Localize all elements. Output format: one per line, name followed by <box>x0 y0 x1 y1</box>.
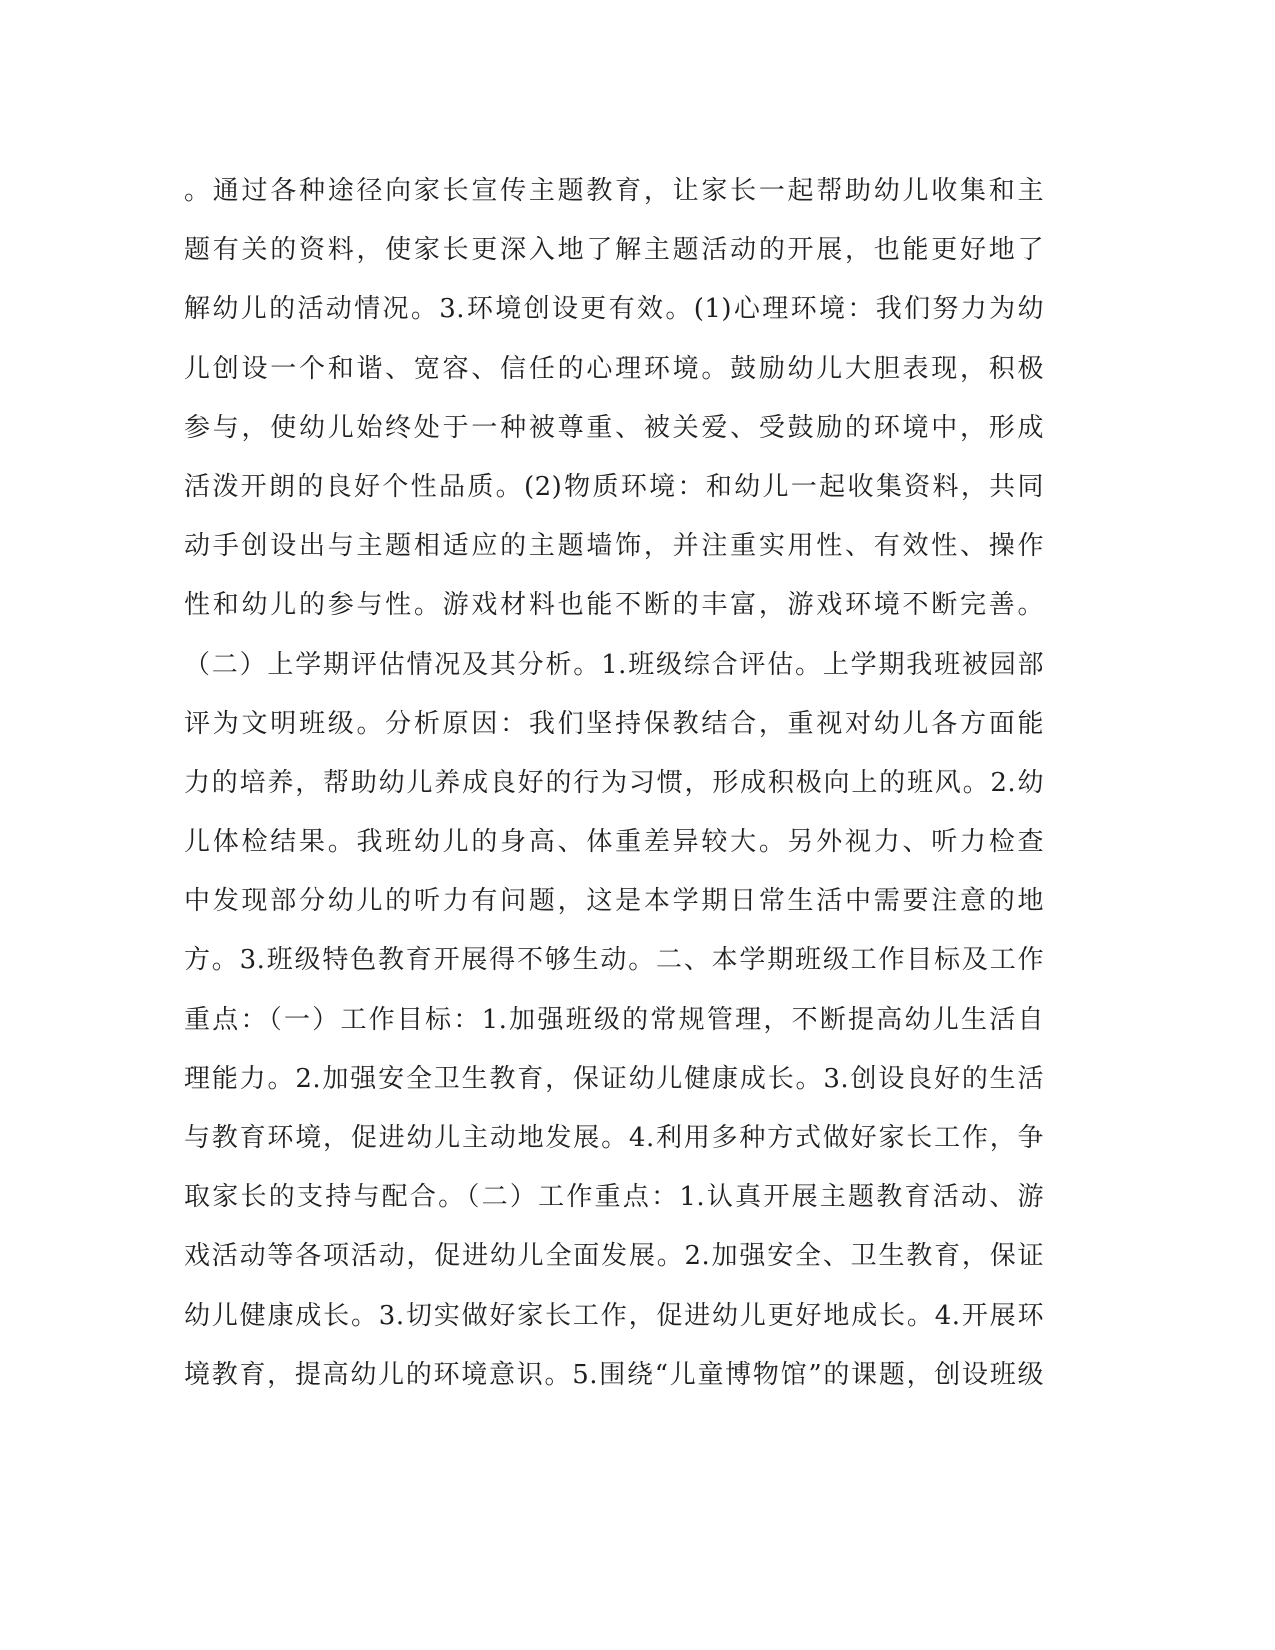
text-line: 。通过各种途径向家长宣传主题教育，让家长一起帮助幼儿收集和主 <box>184 176 1044 206</box>
text-line: （二）上学期评估情况及其分析。1.班级综合评估。上学期我班被园部 <box>184 649 1044 680</box>
text-line: 力的培养，帮助幼儿养成良好的行为习惯，形成积极向上的班风。2.幼 <box>184 767 1044 798</box>
text-line: 题有关的资料，使家长更深入地了解主题活动的开展，也能更好地了 <box>184 235 1044 266</box>
body-text <box>184 162 1044 1405</box>
text-line: 中发现部分幼儿的听力有问题，这是本学期日常生活中需要注意的地 <box>184 886 1044 917</box>
text-line: 戏活动等各项活动，促进幼儿全面发展。2.加强安全、卫生教育，保证 <box>184 1241 1044 1272</box>
text-line: 评为文明班级。分析原因：我们坚持保教结合，重视对幼儿各方面能 <box>184 708 1044 739</box>
text-line: 儿体检结果。我班幼儿的身高、体重差异较大。另外视力、听力检查 <box>184 827 1044 858</box>
text-line: 解幼儿的活动情况。3.环境创设更有效。(1)心理环境：我们努力为幼 <box>184 294 1044 325</box>
text-line: 参与，使幼儿始终处于一种被尊重、被关爱、受鼓励的环境中，形成 <box>184 412 1044 443</box>
text-line: 取家长的支持与配合。（二）工作重点：1.认真开展主题教育活动、游 <box>184 1182 1044 1213</box>
text-line: 与教育环境，促进幼儿主动地发展。4.利用多种方式做好家长工作，争 <box>184 1123 1044 1153</box>
text-line: 幼儿健康成长。3.切实做好家长工作，促进幼儿更好地成长。4.开展环 <box>184 1300 1044 1331</box>
text-line: 方。3.班级特色教育开展得不够生动。二、本学期班级工作目标及工作 <box>184 945 1044 976</box>
text-line: 境教育，提高幼儿的环境意识。5.围绕“儿童博物馆”的课题，创设班级 <box>184 1359 1044 1390</box>
text-line: 儿创设一个和谐、宽容、信任的心理环境。鼓励幼儿大胆表现，积极 <box>184 353 1044 384</box>
text-line: 动手创设出与主题相适应的主题墙饰，并注重实用性、有效性、操作 <box>184 531 1044 562</box>
text-line: 重点：（一）工作目标：1.加强班级的常规管理，不断提高幼儿生活自 <box>184 1004 1044 1035</box>
text-line: 活泼开朗的良好个性品质。(2)物质环境：和幼儿一起收集资料，共同 <box>184 471 1044 502</box>
text-line: 理能力。2.加强安全卫生教育，保证幼儿健康成长。3.创设良好的生活 <box>184 1063 1044 1094</box>
text-line: 性和幼儿的参与性。游戏材料也能不断的丰富，游戏环境不断完善。 <box>184 590 1044 621</box>
